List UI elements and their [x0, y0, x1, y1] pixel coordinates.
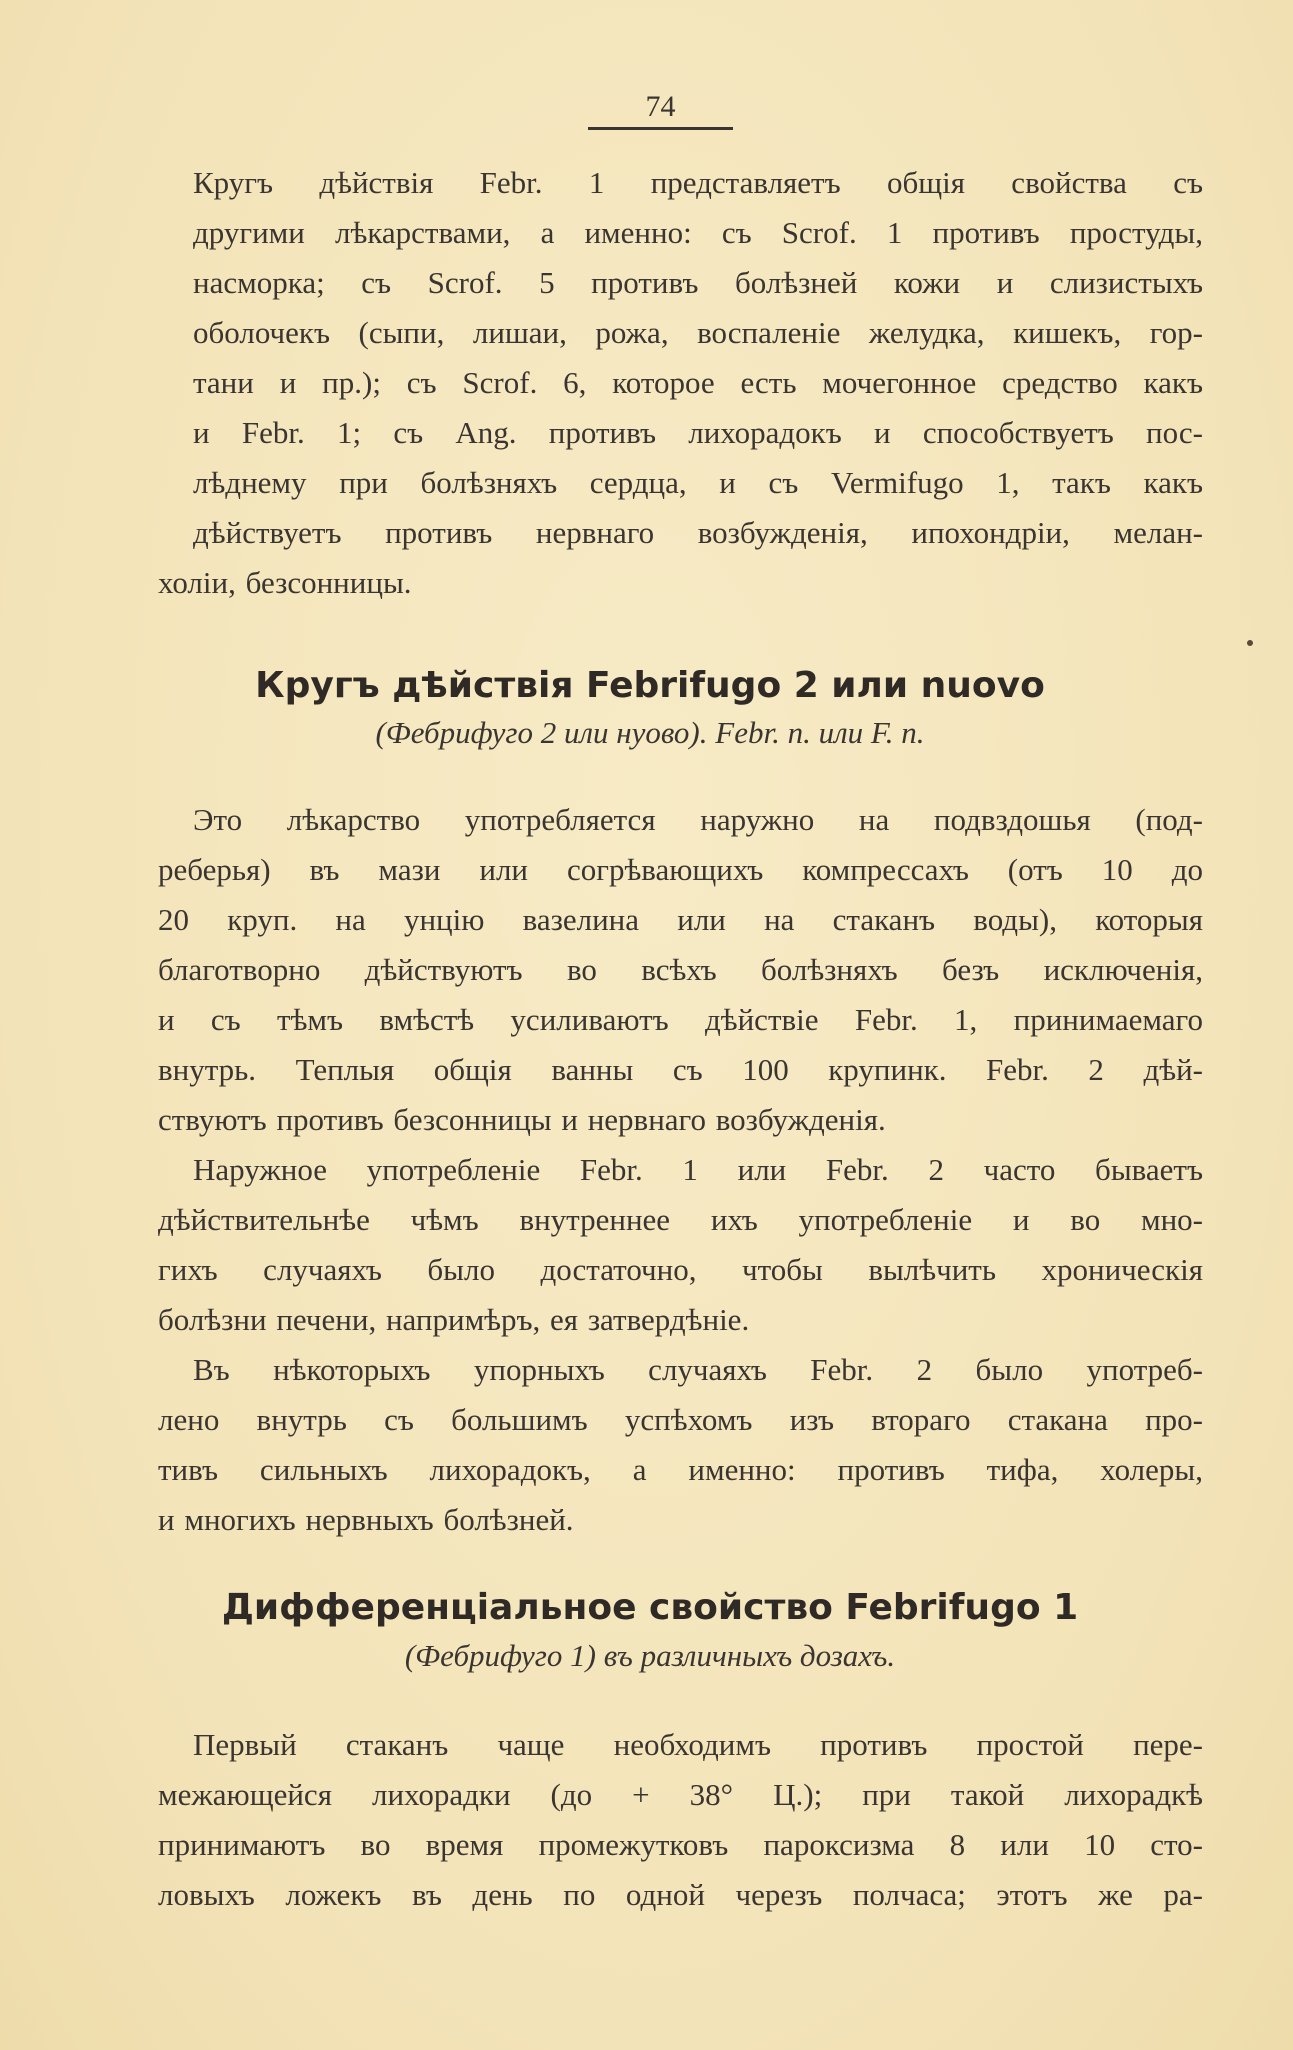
text-line: и многихъ нервныхъ болѣзней.	[158, 1502, 574, 1537]
text-line: тани и пр.); съ Scrof. 6, которое есть мочегонное средство какъ	[193, 365, 1203, 400]
page-number: 74	[645, 90, 676, 123]
text-line: Это лѣкарство употребляется наружно на подвздошья (под-	[193, 802, 1203, 837]
text-line: болѣзни печени, напримѣръ, ея затвердѣніе.	[158, 1302, 750, 1337]
text-line: тивъ сильныхъ лихорадокъ, а именно: противъ тифа, холеры,	[158, 1452, 1203, 1487]
text-line: гихъ случаяхъ было достаточно, чтобы вылѣчить хроническія	[158, 1252, 1203, 1287]
text-line: Кругъ дѣйствія Febr. 1 представляетъ общія свойства съ	[193, 165, 1203, 200]
text-line: 20 круп. на унцію вазелина или на стаканъ воды), которыя	[158, 902, 1203, 937]
section-subheading: (Фебрифуго 1) въ различныхъ дозахъ.	[404, 1638, 896, 1673]
section-heading: Дифференціальное свойство Febrifugo 1	[221, 1587, 1079, 1628]
text-line: дѣйствительнѣе чѣмъ внутреннее ихъ употребленіе и во мно-	[158, 1202, 1203, 1237]
text-line: Въ нѣкоторыхъ упорныхъ случаяхъ Febr. 2 было употреб-	[193, 1352, 1203, 1387]
text-line: реберья) въ мази или согрѣвающихъ компрессахъ (отъ 10 до	[158, 852, 1203, 887]
text-line: дѣйствуетъ противъ нервнаго возбужденія, ипохондріи, мелан-	[193, 515, 1203, 550]
text-line: и Febr. 1; съ Ang. противъ лихорадокъ и способствуетъ пос-	[193, 415, 1203, 450]
text-line: ловыхъ ложекъ въ день по одной черезъ полчаса; этотъ же ра-	[158, 1877, 1203, 1912]
text-line: насморка; съ Scrof. 5 противъ болѣзней кожи и слизистыхъ	[193, 265, 1203, 300]
paragraph-3	[158, 1145, 1203, 1345]
text-line: лено внутрь съ большимъ успѣхомъ изъ втораго стакана про-	[158, 1402, 1203, 1437]
page-number-rule	[588, 127, 733, 130]
ink-speck	[1246, 639, 1254, 647]
text-line: межающейся лихорадки (до + 38° Ц.); при такой лихорадкѣ	[158, 1777, 1203, 1812]
text-line: другими лѣкарствами, а именно: съ Scrof. 1 противъ простуды,	[193, 215, 1203, 250]
text-line: принимаютъ во время промежутковъ пароксизма 8 или 10 сто-	[158, 1827, 1203, 1862]
text-line: и съ тѣмъ вмѣстѣ усиливаютъ дѣйствіе Febr. 1, принимаемаго	[158, 1002, 1203, 1037]
section-heading: Кругъ дѣйствія Febrifugo 2 или nuovo	[255, 665, 1045, 706]
text-line: холіи, безсонницы.	[158, 565, 412, 600]
section-subheading: (Фебрифуго 2 или нуово). Febr. n. или F. n.	[375, 715, 925, 750]
text-line: Первый стаканъ чаще необходимъ противъ простой пере-	[193, 1727, 1203, 1762]
paragraph-1	[158, 158, 1203, 608]
text-line: благотворно дѣйствуютъ во всѣхъ болѣзняхъ безъ исключенія,	[158, 952, 1203, 987]
paragraph-4	[158, 1345, 1203, 1545]
text-line: внутрь. Теплыя общія ванны съ 100 крупинк. Febr. 2 дѣй-	[158, 1052, 1203, 1087]
paragraph-5	[158, 1720, 1203, 1920]
text-line: Наружное употребленіе Febr. 1 или Febr. 2 часто бываетъ	[193, 1152, 1203, 1187]
paragraph-2	[158, 795, 1203, 1145]
text-line: оболочекъ (сыпи, лишаи, рожа, воспаленіе желудка, кишекъ, гор-	[193, 315, 1203, 350]
text-line: ствуютъ противъ безсонницы и нервнаго возбужденія.	[158, 1102, 886, 1137]
text-line: лѣднему при болѣзняхъ сердца, и съ Vermifugo 1, такъ какъ	[193, 465, 1203, 500]
